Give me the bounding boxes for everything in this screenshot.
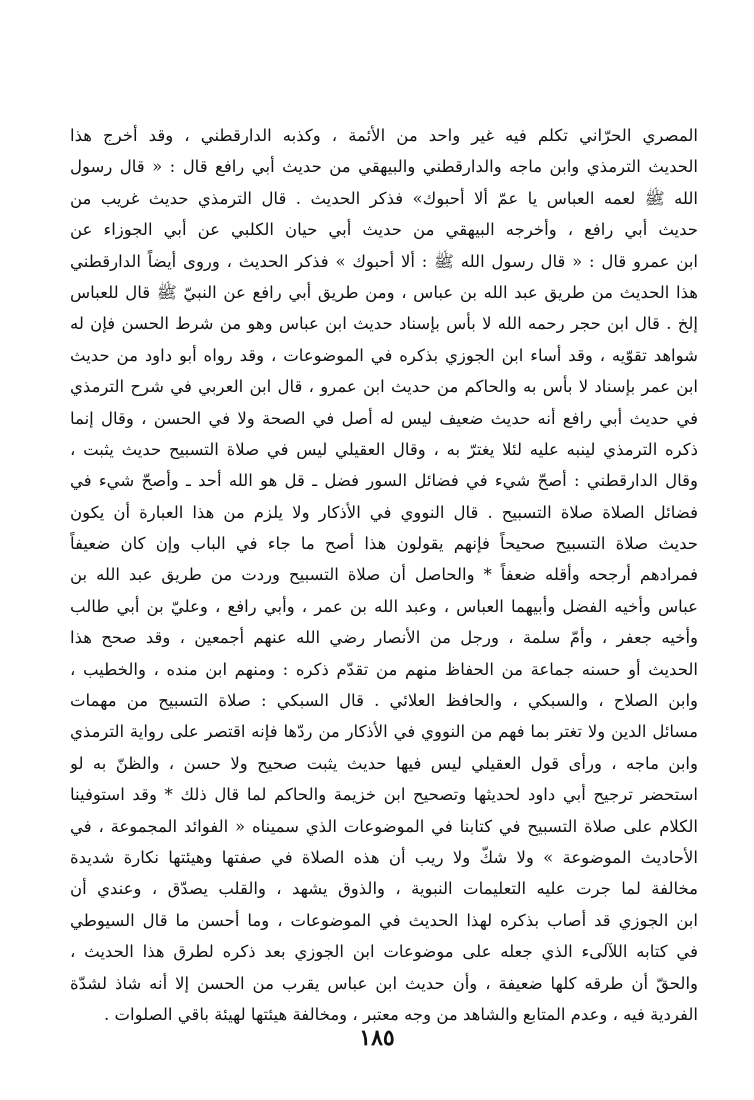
body-text	[70, 120, 698, 1030]
text-line: شواهد تقوّيه ، وقد أساء ابن الجوزي بذكره في الموضوعات ، وقد رواه أبو داود من حديث	[70, 345, 698, 365]
text-line: حديث صلاة التسبيح صحيحاً فإنهم يقولون هذا أصح ما جاء في الباب وإن كان ضعيفاً	[70, 534, 698, 554]
text-line: ابن عمرو قال : « قال رسول الله ﷺ : ألا أحبوك » فذكر الحديث ، وروى أيضاً الدارقطني	[70, 251, 698, 271]
text-line: ابن عمر بإسناد لا بأس به والحاكم من حديث ابن عمرو ، قال ابن العربي في شرح الترمذي	[70, 377, 698, 397]
text-line: وأخيه جعفر ، وأمّ سلمة ، ورجل من الأنصار رضي الله عنهم أجمعين ، وقد صحح هذا	[70, 628, 698, 648]
text-line: فمرادهم أرجحه وأقله ضعفاً * والحاصل أن صلاة التسبيح وردت من طريق عبد الله بن	[70, 565, 698, 585]
text-line: فضائل الصلاة صلاة التسبيح . قال النووي في الأذكار ولا يلزم من هذا العبارة أن يكون	[70, 502, 698, 522]
text-line: الأحاديث الموضوعة » ولا شكّ ولا ريب أن هذه الصلاة في صفتها وهيئتها نكارة شديدة	[70, 847, 698, 867]
text-line: الكلام على صلاة التسبيح في كتابنا في الموضوعات الذي سميناه « الفوائد المجموعة ، في	[70, 816, 698, 836]
text-line: عباس وأخيه الفضل وأبيهما العباس ، وعبد الله بن عمر ، وأبي رافع ، وعليّ بن أبي طالب	[70, 596, 698, 616]
text-line: حديث أبي رافع ، وأخرجه البيهقي من حديث أبي حيان الكلبي عن أبي الجوزاء عن	[70, 220, 698, 240]
text-line: الله ﷺ لعمه العباس يا عمّ ألا أحبوك» فذكر الحديث . قال الترمذي حديث غريب من	[70, 188, 698, 208]
text-line: مخالفة لما جرت عليه التعليمات النبوية ، والذوق يشهد ، والقلب يصدّق ، وعندي أن	[70, 879, 698, 899]
text-line: إلخ . قال ابن حجر رحمه الله لا بأس بإسناد حديث ابن عباس وهو من شرط الحسن فإن له	[70, 314, 698, 334]
text-line: هذا الحديث من طريق عبد الله بن عباس ، ومن طريق أبي رافع عن النبيّ ﷺ قال للعباس	[70, 282, 698, 302]
text-line: ابن الجوزي قد أصاب بذكره لهذا الحديث في الموضوعات ، وما أحسن ما قال السيوطي	[70, 910, 698, 930]
text-line: المصري الحرّاني تكلم فيه غير واحد من الأئمة ، وكذبه الدارقطني ، وقد أخرج هذا	[70, 126, 698, 145]
text-line: استحضر ترجيح أبي داود لحديثها وتصحيح ابن خزيمة والحاكم لما قال ذلك * وقد استوفينا	[70, 785, 698, 805]
text-line: وابن ماجه ، ورأى قول العقيلي ليس فيها حديث يثبت صحيح ولا حسن ، والظنّ به لو	[70, 753, 698, 773]
text-line: في حديث أبي رافع أنه حديث ضعيف ليس له أصل في الصحة ولا في الحسن ، وقال إنما	[70, 408, 698, 428]
text-line: الحديث أو حسنه جماعة من الحفاظ منهم من تقدّم ذكره : ومنهم ابن منده ، والخطيب ،	[70, 659, 698, 679]
text-line: مسائل الدين ولا تغتر بما فهم من النووي في الأذكار من ردّها فإنه اقتصر على رواية الترمذي	[70, 722, 698, 742]
text-line: وابن الصلاح ، والسبكي ، والحافظ العلائي . قال السبكي : صلاة التسبيح من مهمات	[70, 691, 698, 711]
text-line: الحديث الترمذي وابن ماجه والدارقطني والبيهقي من حديث أبي رافع قال : « قال رسول	[70, 157, 698, 177]
page-number: ١٨٥	[359, 1025, 395, 1051]
text-line: الفردية فيه ، وعدم المتابع والشاهد من وجه معتبر ، ومخالفة هيئتها لهيئة باقي الصلوات .	[103, 1004, 698, 1024]
text-line: في كتابه اللآلىء الذي جعله على موضوعات ابن الجوزي بعد ذكره لطرق هذا الحديث ،	[70, 942, 698, 962]
text-line: والحقّ أن طرقه كلها ضعيفة ، وأن حديث ابن عباس يقرب من الحسن إلا أنه شاذ لشدّة	[70, 973, 698, 993]
text-line: ذكره الترمذي لينبه عليه لئلا يغترّ به ، وقال العقيلي ليس في صلاة التسبيح حديث يثبت ،	[70, 439, 698, 459]
text-line: وقال الدارقطني : أصحّ شيء في فضائل السور فضل ـ قل هو الله أحد ـ وأصحّ شيء في	[70, 471, 698, 491]
